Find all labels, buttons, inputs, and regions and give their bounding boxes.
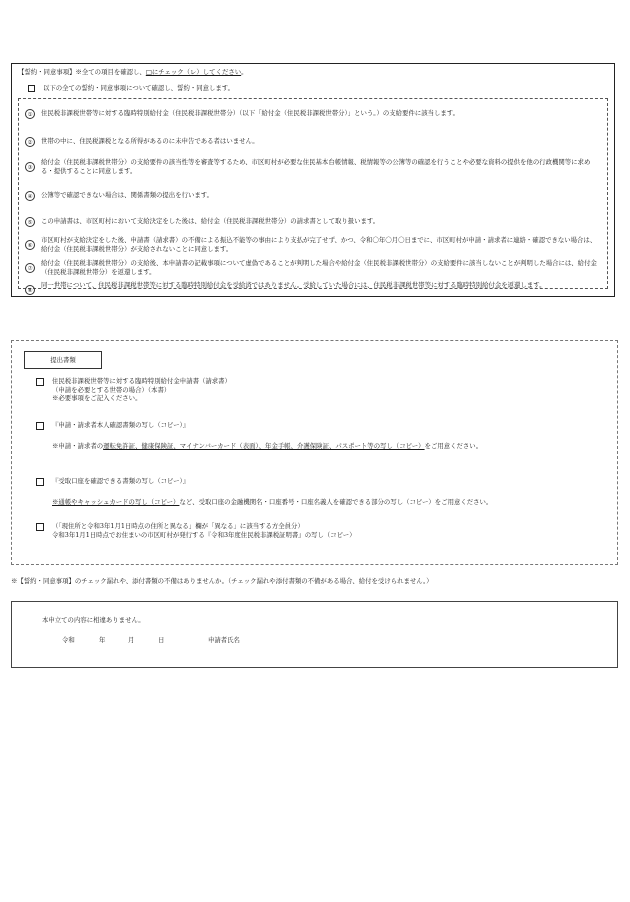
document-2-checkbox[interactable] <box>36 422 44 430</box>
item-number: ① <box>25 109 35 119</box>
document-4-condition: （「現住所と令和3年1月1日時点の住所と異なる」欄が「異なる」に該当する方全員分） <box>52 522 304 530</box>
document-3-note <box>52 498 596 507</box>
document-3-note-suffix: など、受取口座の金融機関名・口座番号・口座名義人を確認できる部分の写し（コピー）をご用意ください。 <box>179 497 493 506</box>
document-1-title: 住民税非課税世帯等に対する臨時特別給付金申請書（請求書） <box>52 377 231 385</box>
signature-section <box>11 601 618 668</box>
item-number: ④ <box>25 191 35 201</box>
document-2-note-list: 運転免許証、健康保険証、マイナンバーカード（表面）、年金手帳、介護保険証、パスポート等の写し（コピー） <box>103 441 425 450</box>
year-label: 年 <box>99 636 106 644</box>
item-text: 公簿等で確認できない場合は、関係書類の提出を行います。 <box>41 191 214 199</box>
item-text: 世帯の中に、住民税課税となる所得があるのに未申告である者はいません。 <box>41 137 259 145</box>
check-all-row <box>28 84 234 93</box>
document-3-title: 『受取口座を確認できる書類の写し（コピー）』 <box>52 477 190 485</box>
item-number: ③ <box>25 162 35 172</box>
item-text: 同一世帯について、住民税非課税世帯等に対する臨時特別給付金を受給済ではありません。受給していた場合には、住民税非課税世帯等に対する臨時特別給付金を返還します。 <box>41 281 546 289</box>
confirmation-statement: 本申立ての内容に相違ありません。 <box>42 616 145 624</box>
item-text: この申請書は、市区町村において支給決定をした後は、給付金（住民税非課税世帯分）の請求書として取り扱います。 <box>41 217 380 225</box>
item-number: ⑥ <box>25 240 35 250</box>
document-4-title: 令和3年1月1日時点でお住まいの市区町村が発行する『令和3年度住民税非課税証明書』の写し（コピー） <box>52 530 356 539</box>
pledge-heading-text: 【誓約・同意事項】※全ての項目を確認し、 <box>18 68 146 76</box>
document-3-text <box>52 477 596 506</box>
documents-section <box>11 340 618 565</box>
document-2-text <box>52 421 596 450</box>
item-text: 給付金（住民税非課税世帯分）の支給後、本申請書の記載事項について虚偽であることが判明した場合や給付金（住民税非課税世帯分）の支給要件に該当しないことが判明した場合には、給付金（住民税非課税世帯分）を返還します。 <box>41 259 597 276</box>
applicant-name-label: 申請者氏名 <box>208 636 240 644</box>
document-4-checkbox[interactable] <box>36 523 44 531</box>
checklist-notice: ※【誓約・同意事項】のチェック漏れや、添付書類の不備はありませんか。（チェック漏れや添付書類の不備がある場合、給付を受けられません。） <box>11 577 433 585</box>
pledge-items <box>18 98 608 294</box>
item-text: 給付金（住民税非課税世帯分）の支給要件の該当性等を審査等するため、市区町村が必要な住民基本台帳情報、税情報等の公簿等の確認を行うことや必要な資料の提供を他の行政機関等に求める・提供することに同意します。 <box>41 158 591 175</box>
check-all-checkbox[interactable] <box>28 85 35 92</box>
document-2-title: 『申請・請求者本人確認書類の写し（コピー）』 <box>52 421 190 429</box>
document-1-note: ※必要事項をご記入ください。 <box>52 394 142 403</box>
era-label: 令和 <box>62 636 75 644</box>
item-number: ⑦ <box>25 263 35 273</box>
day-label: 日 <box>158 636 165 644</box>
document-4-text <box>52 522 596 539</box>
item-text: 住民税非課税世帯等に対する臨時特別給付金（住民税非課税世帯分）（以下「給付金（住民税非課税世帯分）」という。）の支給要件に該当します。 <box>41 109 460 117</box>
document-1-subtitle: （申請を必要とする世帯の場合）（本書） <box>52 385 171 394</box>
pledge-heading-end: 。 <box>241 68 248 76</box>
document-1-text <box>52 377 596 403</box>
document-2-note-prefix: ※申請・請求者の <box>52 441 104 450</box>
item-number: ⑤ <box>25 217 35 227</box>
documents-label: 提出書類 <box>24 351 102 369</box>
item-number: ⑧ <box>25 285 35 295</box>
item-number: ② <box>25 137 35 147</box>
item-text: 市区町村が支給決定をした後、申請書（請求書）の不備による振込不能等の事由により支払が完了せず、かつ、令和〇年〇月〇日までに、市区町村が申請・請求者に連絡・確認できない場合は、給付金（住民税非課税世帯分）が支給されないことに同意します。 <box>41 236 597 253</box>
month-label: 月 <box>128 636 135 644</box>
document-3-checkbox[interactable] <box>36 478 44 486</box>
document-2-note <box>52 442 596 451</box>
pledge-heading-instruction: □にチェック（レ）してください <box>145 68 242 76</box>
document-2-note-suffix: をご用意ください。 <box>424 441 483 450</box>
pledge-section <box>11 63 615 297</box>
check-all-label: 以下の全ての誓約・同意事項について確認し、誓約・同意します。 <box>43 84 235 92</box>
document-1-checkbox[interactable] <box>36 378 44 386</box>
pledge-heading <box>18 68 248 77</box>
document-3-note-list: ※通帳やキャッシュカードの写し（コピー） <box>52 497 180 506</box>
